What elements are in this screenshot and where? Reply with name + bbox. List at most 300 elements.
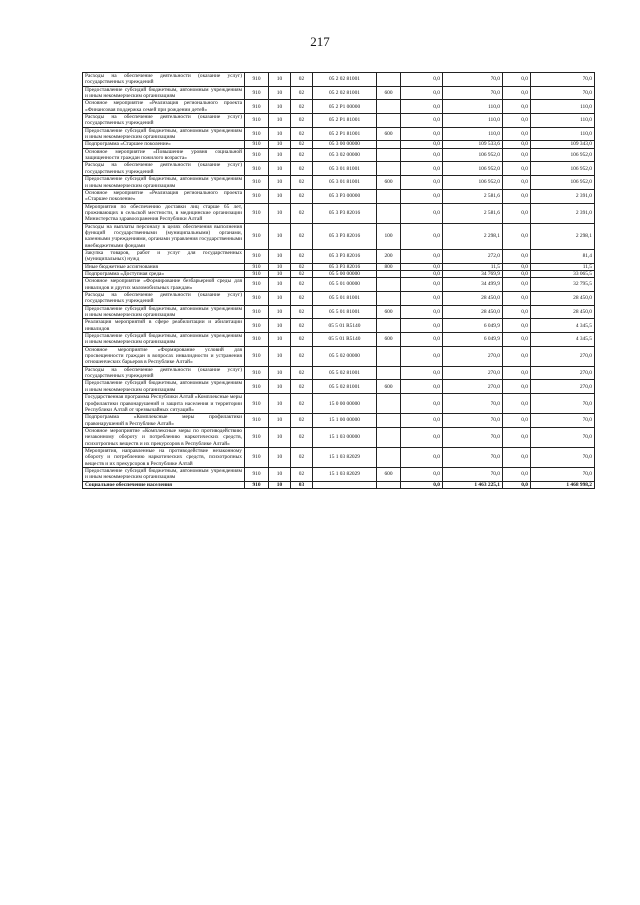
grbs-cell: 910 (245, 189, 269, 203)
table-row (83, 203, 595, 223)
row-name-cell: Социальное обеспечение населения (83, 481, 245, 488)
grbs-cell: 910 (245, 100, 269, 114)
amount-3-cell: 0,0 (503, 148, 531, 162)
grbs-cell: 910 (245, 176, 269, 190)
page-number: 217 (310, 34, 330, 49)
amount-3-cell: 0,0 (503, 467, 531, 481)
subsection-cell: 02 (291, 223, 313, 249)
amount-4-cell: 270,0 (531, 346, 595, 366)
grbs-cell: 910 (245, 380, 269, 394)
amount-3-cell: 0,0 (503, 319, 531, 333)
row-name-cell: Предоставление субсидий бюджетным, автономным учреждениям и иным некоммерческим организациям (83, 305, 245, 319)
section-cell: 10 (269, 86, 291, 100)
row-name-cell: Мероприятия по обеспечению доставки лиц старше 65 лет, проживающих в сельской местности, в медицинские организации Министерства здравоохранения Республики Алтай (83, 203, 245, 223)
table-row (83, 346, 595, 366)
amount-4-cell: 33 065,5 (531, 270, 595, 277)
amount-1-cell: 0,0 (401, 148, 443, 162)
subsection-cell: 02 (291, 366, 313, 380)
amount-1-cell: 0,0 (401, 73, 443, 87)
amount-4-cell: 110,0 (531, 100, 595, 114)
section-cell: 10 (269, 278, 291, 292)
expense-type-cell (377, 447, 401, 467)
amount-4-cell: 70,0 (531, 467, 595, 481)
table-row (83, 278, 595, 292)
target-article-cell: 05 3 00 00000 (313, 141, 377, 148)
amount-1-cell: 0,0 (401, 127, 443, 141)
section-cell: 10 (269, 249, 291, 263)
amount-1-cell: 0,0 (401, 346, 443, 366)
amount-1-cell: 0,0 (401, 162, 443, 176)
table-row (83, 263, 595, 270)
target-article-cell: 05 3 P3 82016 (313, 223, 377, 249)
target-article-cell: 15 1 03 00000 (313, 427, 377, 447)
subsection-cell: 02 (291, 380, 313, 394)
row-name-cell: Расходы на обеспечение деятельности (оказание услуг) государственных учреждений (83, 292, 245, 306)
subsection-cell: 02 (291, 414, 313, 428)
subsection-cell: 02 (291, 467, 313, 481)
target-article-cell: 05 3 P3 82016 (313, 203, 377, 223)
amount-3-cell: 0,0 (503, 278, 531, 292)
subsection-cell: 02 (291, 127, 313, 141)
amount-1-cell: 0,0 (401, 114, 443, 128)
amount-3-cell: 0,0 (503, 292, 531, 306)
row-name-cell: Предоставление субсидий бюджетным, автономным учреждениям и иным некоммерческим организациям (83, 333, 245, 347)
subsection-cell: 02 (291, 141, 313, 148)
amount-1-cell: 0,0 (401, 278, 443, 292)
section-cell: 10 (269, 305, 291, 319)
table-row (83, 86, 595, 100)
row-name-cell: Предоставление субсидий бюджетным, автономным учреждениям и иным некоммерческим организациям (83, 467, 245, 481)
amount-2-cell: 1 463 225,1 (443, 481, 503, 488)
grbs-cell: 910 (245, 148, 269, 162)
amount-1-cell: 0,0 (401, 141, 443, 148)
amount-1-cell: 0,0 (401, 481, 443, 488)
table-row (83, 427, 595, 447)
target-article-cell: 05 3 P3 82016 (313, 249, 377, 263)
expense-type-cell (377, 114, 401, 128)
table-total-row (83, 481, 595, 488)
expense-type-cell (377, 270, 401, 277)
subsection-cell: 02 (291, 263, 313, 270)
row-name-cell: Основное мероприятие «Реализация регионального проекта «Финансовая поддержка семей при рождении детей» (83, 100, 245, 114)
amount-1-cell: 0,0 (401, 249, 443, 263)
target-article-cell: 15 1 03 82029 (313, 467, 377, 481)
amount-1-cell: 0,0 (401, 263, 443, 270)
amount-2-cell: 28 450,0 (443, 305, 503, 319)
amount-4-cell: 2 391,0 (531, 203, 595, 223)
row-name-cell: Основное мероприятие «Комплексные меры по противодействию незаконному обороту и потреблению наркотических средств, психотропных веществ и их прекурсоров в Республике Алтай» (83, 427, 245, 447)
amount-3-cell: 0,0 (503, 203, 531, 223)
target-article-cell: 05 2 P1 81001 (313, 127, 377, 141)
amount-4-cell: 106 952,0 (531, 162, 595, 176)
target-article-cell: 15 1 03 82029 (313, 447, 377, 467)
amount-1-cell: 0,0 (401, 292, 443, 306)
section-cell: 10 (269, 427, 291, 447)
row-name-cell: Закупка товаров, работ и услуг для государственных (муниципальных) нужд (83, 249, 245, 263)
amount-3-cell: 0,0 (503, 249, 531, 263)
subsection-cell: 02 (291, 292, 313, 306)
section-cell: 10 (269, 333, 291, 347)
row-name-cell: Основное мероприятие «Реализация регионального проекта «Старшее поколение» (83, 189, 245, 203)
row-name-cell: Расходы на обеспечение деятельности (оказание услуг) государственных учреждений (83, 162, 245, 176)
row-name-cell: Государственная программа Республики Алтай «Комплексные меры профилактики правонарушений и защита населения и территории Республики Алтай от чрезвычайных ситуаций» (83, 394, 245, 414)
section-cell: 10 (269, 114, 291, 128)
table-row (83, 114, 595, 128)
amount-4-cell: 70,0 (531, 73, 595, 87)
subsection-cell: 02 (291, 305, 313, 319)
amount-2-cell: 106 952,0 (443, 176, 503, 190)
amount-2-cell: 109 533,6 (443, 141, 503, 148)
table-row (83, 141, 595, 148)
row-name-cell: Предоставление субсидий бюджетным, автономным учреждениям и иным некоммерческим организациям (83, 176, 245, 190)
amount-2-cell: 70,0 (443, 394, 503, 414)
table-row (83, 127, 595, 141)
grbs-cell: 910 (245, 162, 269, 176)
amount-2-cell: 70,0 (443, 73, 503, 87)
grbs-cell: 910 (245, 127, 269, 141)
table-row (83, 467, 595, 481)
expense-type-cell (377, 394, 401, 414)
amount-3-cell: 0,0 (503, 141, 531, 148)
table-row (83, 333, 595, 347)
subsection-cell: 02 (291, 203, 313, 223)
grbs-cell: 910 (245, 447, 269, 467)
table-row (83, 223, 595, 249)
amount-1-cell: 0,0 (401, 203, 443, 223)
section-cell: 10 (269, 380, 291, 394)
amount-4-cell: 28 450,0 (531, 292, 595, 306)
amount-4-cell: 28 450,0 (531, 305, 595, 319)
expense-type-cell: 600 (377, 176, 401, 190)
amount-2-cell: 270,0 (443, 380, 503, 394)
table-row (83, 189, 595, 203)
section-cell: 10 (269, 73, 291, 87)
amount-3-cell: 0,0 (503, 73, 531, 87)
amount-3-cell: 0,0 (503, 366, 531, 380)
target-article-cell: 15 1 00 00000 (313, 414, 377, 428)
grbs-cell: 910 (245, 319, 269, 333)
grbs-cell: 910 (245, 333, 269, 347)
subsection-cell: 02 (291, 346, 313, 366)
target-article-cell: 05 3 P3 00000 (313, 189, 377, 203)
section-cell: 10 (269, 292, 291, 306)
row-name-cell: Подпрограмма «Комплексные меры профилактики правонарушений в Республике Алтай» (83, 414, 245, 428)
grbs-cell: 910 (245, 223, 269, 249)
target-article-cell: 05 5 00 00000 (313, 270, 377, 277)
subsection-cell: 02 (291, 114, 313, 128)
target-article-cell: 05 3 01 81001 (313, 162, 377, 176)
amount-2-cell: 34 769,9 (443, 270, 503, 277)
subsection-cell: 02 (291, 86, 313, 100)
target-article-cell (313, 481, 377, 488)
amount-2-cell: 106 952,0 (443, 148, 503, 162)
amount-4-cell: 1 468 998,2 (531, 481, 595, 488)
amount-3-cell: 0,0 (503, 223, 531, 249)
table-row (83, 366, 595, 380)
grbs-cell: 910 (245, 305, 269, 319)
amount-3-cell: 0,0 (503, 189, 531, 203)
expense-type-cell (377, 141, 401, 148)
target-article-cell: 05 2 02 81001 (313, 86, 377, 100)
row-name-cell: Предоставление субсидий бюджетным, автономным учреждениям и иным некоммерческим организациям (83, 127, 245, 141)
amount-1-cell: 0,0 (401, 319, 443, 333)
subsection-cell: 02 (291, 319, 313, 333)
grbs-cell: 910 (245, 467, 269, 481)
expense-type-cell (377, 481, 401, 488)
table-row (83, 148, 595, 162)
amount-4-cell: 70,0 (531, 427, 595, 447)
amount-1-cell: 0,0 (401, 366, 443, 380)
table-row (83, 414, 595, 428)
table-row (83, 162, 595, 176)
amount-4-cell: 70,0 (531, 394, 595, 414)
section-cell: 10 (269, 481, 291, 488)
grbs-cell: 910 (245, 366, 269, 380)
subsection-cell: 02 (291, 333, 313, 347)
row-name-cell: Расходы на обеспечение деятельности (оказание услуг) государственных учреждений (83, 73, 245, 87)
amount-4-cell: 70,0 (531, 86, 595, 100)
amount-4-cell: 270,0 (531, 366, 595, 380)
amount-4-cell: 106 952,0 (531, 148, 595, 162)
amount-2-cell: 270,0 (443, 346, 503, 366)
expense-type-cell (377, 278, 401, 292)
table-row (83, 249, 595, 263)
amount-1-cell: 0,0 (401, 223, 443, 249)
amount-3-cell: 0,0 (503, 427, 531, 447)
subsection-cell: 02 (291, 176, 313, 190)
amount-4-cell: 81,4 (531, 249, 595, 263)
expense-type-cell: 600 (377, 467, 401, 481)
amount-2-cell: 70,0 (443, 447, 503, 467)
amount-3-cell: 0,0 (503, 127, 531, 141)
section-cell: 10 (269, 223, 291, 249)
amount-4-cell: 11,5 (531, 263, 595, 270)
expense-type-cell (377, 100, 401, 114)
expense-type-cell (377, 189, 401, 203)
row-name-cell: Расходы на выплаты персоналу в целях обеспечения выполнения функций государственными (муниципальными) органами, казенными учреждениями, органами управления государственными внебюджетными фондами (83, 223, 245, 249)
target-article-cell: 05 2 P1 81001 (313, 114, 377, 128)
table-row (83, 292, 595, 306)
grbs-cell: 910 (245, 427, 269, 447)
amount-2-cell: 70,0 (443, 467, 503, 481)
subsection-cell: 03 (291, 481, 313, 488)
target-article-cell: 05 5 01 81001 (313, 292, 377, 306)
subsection-cell: 02 (291, 394, 313, 414)
amount-3-cell: 0,0 (503, 394, 531, 414)
amount-3-cell: 0,0 (503, 305, 531, 319)
section-cell: 10 (269, 270, 291, 277)
amount-4-cell: 32 795,5 (531, 278, 595, 292)
grbs-cell: 910 (245, 73, 269, 87)
amount-1-cell: 0,0 (401, 100, 443, 114)
amount-1-cell: 0,0 (401, 305, 443, 319)
section-cell: 10 (269, 346, 291, 366)
amount-3-cell: 0,0 (503, 346, 531, 366)
section-cell: 10 (269, 319, 291, 333)
target-article-cell: 15 0 00 00000 (313, 394, 377, 414)
amount-3-cell: 0,0 (503, 380, 531, 394)
table-row (83, 380, 595, 394)
section-cell: 10 (269, 162, 291, 176)
amount-2-cell: 6 049,9 (443, 319, 503, 333)
amount-2-cell: 110,0 (443, 114, 503, 128)
grbs-cell: 910 (245, 270, 269, 277)
amount-3-cell: 0,0 (503, 114, 531, 128)
amount-2-cell: 28 450,0 (443, 292, 503, 306)
table-row (83, 447, 595, 467)
amount-3-cell: 0,0 (503, 100, 531, 114)
target-article-cell: 05 2 02 81001 (313, 73, 377, 87)
budget-table (82, 72, 595, 489)
amount-4-cell: 110,0 (531, 127, 595, 141)
target-article-cell: 05 5 01 00000 (313, 278, 377, 292)
subsection-cell: 02 (291, 189, 313, 203)
row-name-cell: Реализация мероприятий в сфере реабилитации и абилитации инвалидов (83, 319, 245, 333)
section-cell: 10 (269, 100, 291, 114)
amount-3-cell: 0,0 (503, 447, 531, 467)
subsection-cell: 02 (291, 162, 313, 176)
expense-type-cell: 600 (377, 127, 401, 141)
grbs-cell: 910 (245, 394, 269, 414)
grbs-cell: 910 (245, 86, 269, 100)
table-row (83, 319, 595, 333)
section-cell: 10 (269, 414, 291, 428)
target-article-cell: 05 5 02 00000 (313, 346, 377, 366)
amount-2-cell: 110,0 (443, 127, 503, 141)
table-row (83, 305, 595, 319)
section-cell: 10 (269, 189, 291, 203)
amount-2-cell: 34 499,9 (443, 278, 503, 292)
amount-4-cell: 110,0 (531, 114, 595, 128)
amount-1-cell: 0,0 (401, 467, 443, 481)
expense-type-cell (377, 366, 401, 380)
amount-2-cell: 2 298,1 (443, 223, 503, 249)
amount-3-cell: 0,0 (503, 86, 531, 100)
amount-4-cell: 4 345,5 (531, 319, 595, 333)
amount-2-cell: 70,0 (443, 414, 503, 428)
grbs-cell: 910 (245, 346, 269, 366)
subsection-cell: 02 (291, 100, 313, 114)
expense-type-cell: 600 (377, 333, 401, 347)
expense-type-cell (377, 162, 401, 176)
section-cell: 10 (269, 141, 291, 148)
amount-2-cell: 6 049,9 (443, 333, 503, 347)
table-row (83, 270, 595, 277)
amount-1-cell: 0,0 (401, 427, 443, 447)
target-article-cell: 05 3 01 81001 (313, 176, 377, 190)
row-name-cell: Подпрограмма «Доступная среда» (83, 270, 245, 277)
target-article-cell: 05 5 01 R5140 (313, 319, 377, 333)
expense-type-cell: 600 (377, 380, 401, 394)
amount-1-cell: 0,0 (401, 86, 443, 100)
amount-2-cell: 2 581,6 (443, 189, 503, 203)
expense-type-cell: 200 (377, 249, 401, 263)
section-cell: 10 (269, 366, 291, 380)
target-article-cell: 05 3 02 00000 (313, 148, 377, 162)
row-name-cell: Расходы на обеспечение деятельности (оказание услуг) государственных учреждений (83, 114, 245, 128)
expense-type-cell (377, 427, 401, 447)
amount-3-cell: 0,0 (503, 176, 531, 190)
expense-type-cell: 800 (377, 263, 401, 270)
section-cell: 10 (269, 203, 291, 223)
table-row (83, 100, 595, 114)
amount-4-cell: 4 345,5 (531, 333, 595, 347)
section-cell: 10 (269, 467, 291, 481)
amount-2-cell: 70,0 (443, 427, 503, 447)
amount-3-cell: 0,0 (503, 270, 531, 277)
target-article-cell: 05 2 P1 00000 (313, 100, 377, 114)
section-cell: 10 (269, 263, 291, 270)
amount-3-cell: 0,0 (503, 414, 531, 428)
amount-2-cell: 70,0 (443, 86, 503, 100)
target-article-cell: 05 5 01 R5140 (313, 333, 377, 347)
amount-3-cell: 0,0 (503, 481, 531, 488)
expense-type-cell (377, 73, 401, 87)
subsection-cell: 02 (291, 427, 313, 447)
section-cell: 10 (269, 176, 291, 190)
amount-3-cell: 0,0 (503, 263, 531, 270)
grbs-cell: 910 (245, 141, 269, 148)
amount-4-cell: 270,0 (531, 380, 595, 394)
subsection-cell: 02 (291, 278, 313, 292)
grbs-cell: 910 (245, 278, 269, 292)
grbs-cell: 910 (245, 203, 269, 223)
amount-1-cell: 0,0 (401, 447, 443, 467)
expense-type-cell (377, 148, 401, 162)
row-name-cell: Основное мероприятие «Формирование условий для просвещенности граждан в вопросах инвалидности и устранения отношенческих барьеров в Республике Алтай» (83, 346, 245, 366)
grbs-cell: 910 (245, 114, 269, 128)
amount-2-cell: 2 581,6 (443, 203, 503, 223)
amount-1-cell: 0,0 (401, 333, 443, 347)
target-article-cell: 05 5 02 81001 (313, 366, 377, 380)
subsection-cell: 02 (291, 447, 313, 467)
target-article-cell: 05 3 P3 82016 (313, 263, 377, 270)
section-cell: 10 (269, 394, 291, 414)
row-name-cell: Предоставление субсидий бюджетным, автономным учреждениям и иным некоммерческим организациям (83, 86, 245, 100)
row-name-cell: Мероприятия, направленные на противодействие незаконному обороту и потреблению наркотических средств, психотропных веществ и их прекурсоров в Республике Алтай (83, 447, 245, 467)
subsection-cell: 02 (291, 73, 313, 87)
grbs-cell: 910 (245, 292, 269, 306)
amount-4-cell: 70,0 (531, 414, 595, 428)
amount-4-cell: 70,0 (531, 447, 595, 467)
grbs-cell: 910 (245, 263, 269, 270)
target-article-cell: 05 5 02 81001 (313, 380, 377, 394)
amount-1-cell: 0,0 (401, 414, 443, 428)
row-name-cell: Предоставление субсидий бюджетным, автономным учреждениям и иным некоммерческим организациям (83, 380, 245, 394)
subsection-cell: 02 (291, 148, 313, 162)
row-name-cell: Иные бюджетные ассигнования (83, 263, 245, 270)
amount-2-cell: 11,5 (443, 263, 503, 270)
expense-type-cell: 600 (377, 86, 401, 100)
row-name-cell: Основное мероприятие «Повышение уровня социальной защищенности граждан пожилого возраста» (83, 148, 245, 162)
grbs-cell: 910 (245, 249, 269, 263)
amount-1-cell: 0,0 (401, 380, 443, 394)
amount-4-cell: 2 391,0 (531, 189, 595, 203)
table-row (83, 394, 595, 414)
expense-type-cell: 100 (377, 223, 401, 249)
section-cell: 10 (269, 148, 291, 162)
amount-4-cell: 109 343,0 (531, 141, 595, 148)
amount-4-cell: 106 952,0 (531, 176, 595, 190)
amount-4-cell: 2 298,1 (531, 223, 595, 249)
amount-2-cell: 272,0 (443, 249, 503, 263)
amount-1-cell: 0,0 (401, 394, 443, 414)
expense-type-cell (377, 319, 401, 333)
amount-2-cell: 110,0 (443, 100, 503, 114)
amount-2-cell: 106 952,0 (443, 162, 503, 176)
target-article-cell: 05 5 01 81001 (313, 305, 377, 319)
amount-1-cell: 0,0 (401, 189, 443, 203)
